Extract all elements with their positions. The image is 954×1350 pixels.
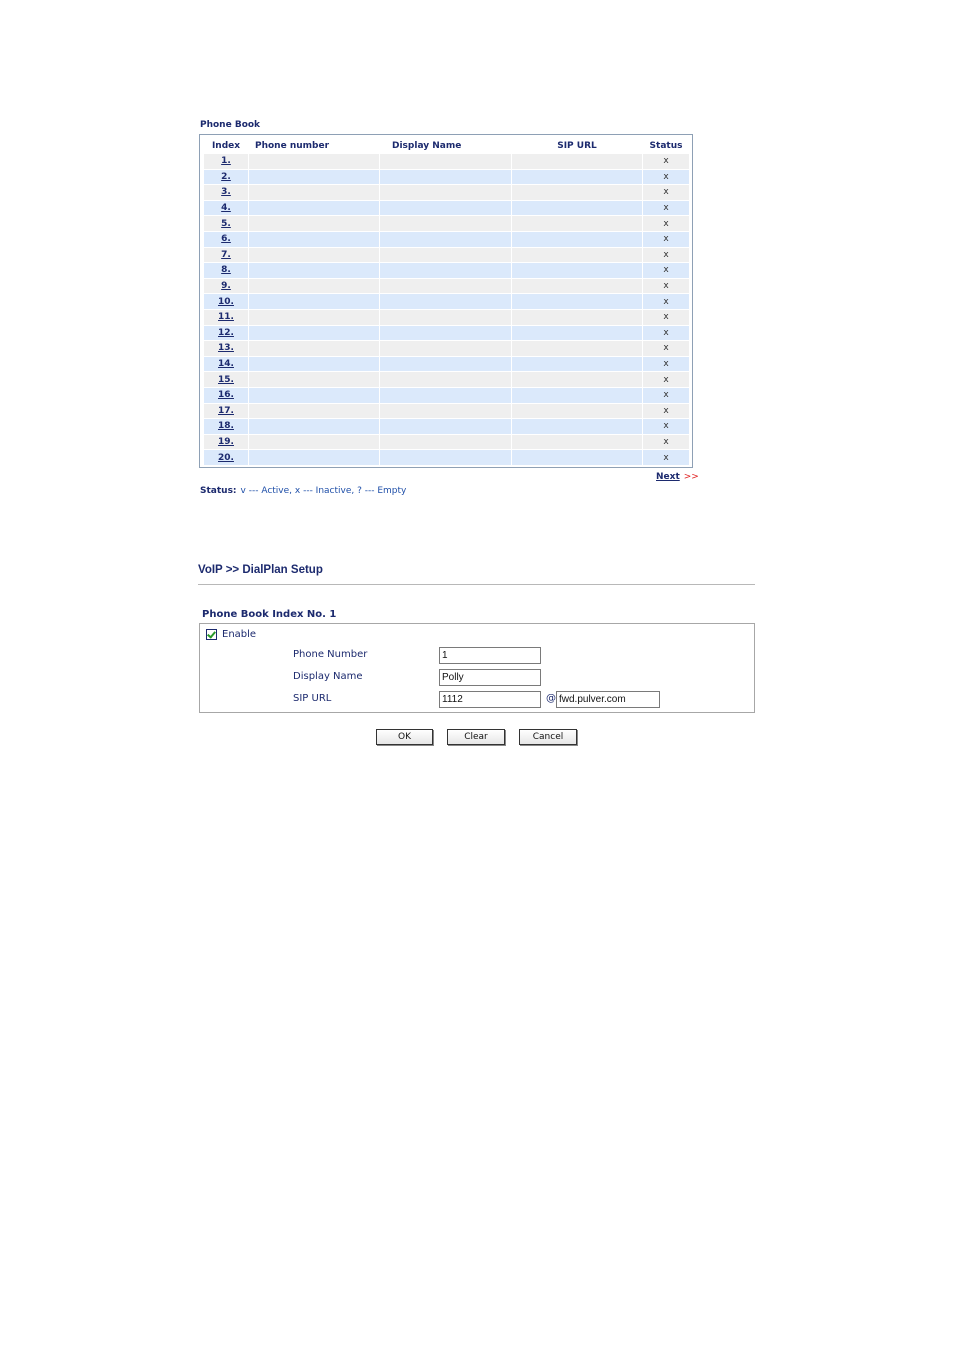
row-index-link[interactable]: 4. [221,203,231,214]
phone-number-cell [249,248,379,263]
phone-number-cell [249,310,379,325]
phone-number-cell [249,404,379,419]
row-status-cell: x [643,388,689,403]
table-row [204,326,689,341]
sip-url-input[interactable] [439,691,541,708]
display-name-cell [380,263,511,278]
status-legend [200,486,406,496]
table-row [204,263,689,278]
enable-label: Enable [222,629,257,640]
row-index-cell [204,419,248,434]
row-index-cell [204,326,248,341]
ok-button[interactable]: OK [376,729,433,745]
row-status-cell: x [643,216,689,231]
display-name-cell [380,404,511,419]
row-status-cell: x [643,232,689,247]
sip-url-cell [512,170,642,185]
row-index-cell [204,341,248,356]
enable-checkbox[interactable] [206,629,217,640]
phone-number-cell [249,185,379,200]
header-sip-url: SIP URL [512,139,642,153]
phone-number-cell [249,450,379,465]
sip-url-cell [512,450,642,465]
phone-number-cell [249,341,379,356]
status-legend-desc: v --- Active, x --- Inactive, ? --- Empty [240,486,407,496]
sip-url-cell [512,435,642,450]
display-name-cell [380,341,511,356]
row-index-link[interactable]: 17. [218,405,234,416]
row-status-cell: x [643,310,689,325]
sip-url-cell [512,372,642,387]
sip-url-cell [512,419,642,434]
row-status-cell: x [643,185,689,200]
phone-number-label: Phone Number [293,649,368,660]
table-row [204,419,689,434]
row-index-link[interactable]: 3. [221,187,231,198]
row-index-cell [204,248,248,263]
row-index-link[interactable]: 19. [218,436,234,447]
row-index-link[interactable]: 1. [221,156,231,167]
table-row [204,201,689,216]
display-name-cell [380,372,511,387]
row-status-cell: x [643,357,689,372]
row-status-cell: x [643,154,689,169]
phone-number-cell [249,232,379,247]
sip-url-cell [512,279,642,294]
at-sign: @ [546,693,556,704]
row-index-cell [204,279,248,294]
display-name-cell [380,450,511,465]
row-index-cell [204,372,248,387]
table-row [204,404,689,419]
table-row [204,279,689,294]
row-index-cell [204,294,248,309]
title-divider [198,584,755,585]
row-index-link[interactable]: 2. [221,171,231,182]
row-index-link[interactable]: 8. [221,265,231,276]
phonebook-table-container [199,134,693,468]
row-status-cell: x [643,419,689,434]
row-index-link[interactable]: 20. [218,452,234,463]
phone-number-cell [249,419,379,434]
row-index-link[interactable]: 6. [221,234,231,245]
row-index-cell [204,357,248,372]
display-name-cell [380,185,511,200]
header-phone-number: Phone number [249,139,379,153]
row-status-cell: x [643,450,689,465]
phone-number-cell [249,154,379,169]
table-row [204,388,689,403]
sip-url-cell [512,185,642,200]
display-name-label: Display Name [293,671,363,682]
sip-url-cell [512,294,642,309]
row-index-link[interactable]: 16. [218,390,234,401]
status-legend-label: Status: [200,486,237,496]
next-page[interactable] [656,472,699,482]
sip-domain-input[interactable] [556,691,660,708]
table-row [204,248,689,263]
page-title: VoIP >> DialPlan Setup [198,564,323,576]
row-status-cell: x [643,201,689,216]
row-index-link[interactable]: 13. [218,343,234,354]
sip-url-label: SIP URL [293,693,332,704]
table-row [204,216,689,231]
display-name-cell [380,388,511,403]
row-index-cell [204,185,248,200]
sip-url-cell [512,326,642,341]
phone-number-cell [249,201,379,216]
row-status-cell: x [643,372,689,387]
row-index-cell [204,404,248,419]
clear-button[interactable]: Clear [447,729,505,745]
table-row [204,372,689,387]
display-name-cell [380,435,511,450]
table-row [204,154,689,169]
row-index-link[interactable]: 15. [218,374,234,385]
row-index-cell [204,310,248,325]
header-index: Index [204,139,248,153]
table-row [204,310,689,325]
table-row [204,170,689,185]
row-index-link[interactable]: 14. [218,359,234,370]
row-status-cell: x [643,326,689,341]
sip-url-cell [512,341,642,356]
sip-url-cell [512,263,642,278]
phone-number-cell [249,216,379,231]
phone-number-cell [249,263,379,278]
row-status-cell: x [643,279,689,294]
sip-url-cell [512,201,642,216]
row-index-cell [204,154,248,169]
row-index-cell [204,388,248,403]
row-index-link[interactable]: 12. [218,327,234,338]
display-name-cell [380,170,511,185]
row-index-link[interactable]: 10. [218,296,234,307]
table-row [204,185,689,200]
display-name-cell [380,357,511,372]
phone-number-cell [249,435,379,450]
phone-number-cell [249,357,379,372]
display-name-cell [380,201,511,216]
header-display-name: Display Name [380,139,511,153]
display-name-input[interactable] [439,669,541,686]
row-index-link[interactable]: 5. [221,218,231,229]
row-status-cell: x [643,435,689,450]
form-title: Phone Book Index No. 1 [202,609,337,620]
table-row [204,435,689,450]
row-status-cell: x [643,294,689,309]
row-index-link[interactable]: 7. [221,249,231,260]
row-status-cell: x [643,263,689,278]
next-link[interactable]: Next [656,472,680,482]
sip-url-cell [512,404,642,419]
row-index-cell [204,232,248,247]
row-index-cell [204,435,248,450]
row-index-cell [204,201,248,216]
row-index-cell [204,263,248,278]
sip-url-cell [512,154,642,169]
sip-url-cell [512,248,642,263]
cancel-button[interactable]: Cancel [519,729,577,745]
sip-url-cell [512,310,642,325]
row-index-link[interactable]: 11. [218,312,234,323]
phone-number-cell [249,388,379,403]
display-name-cell [380,216,511,231]
phonebook-title: Phone Book [200,120,261,130]
table-row [204,341,689,356]
display-name-cell [380,279,511,294]
phone-number-cell [249,279,379,294]
row-index-cell [204,170,248,185]
display-name-cell [380,419,511,434]
display-name-cell [380,248,511,263]
row-index-cell [204,450,248,465]
row-status-cell: x [643,170,689,185]
row-index-cell [204,216,248,231]
header-status: Status [643,139,689,153]
row-status-cell: x [643,404,689,419]
sip-url-cell [512,232,642,247]
phone-number-cell [249,326,379,341]
table-row [204,357,689,372]
display-name-cell [380,326,511,341]
phonebook-table [203,138,690,466]
phonebook-header-row [204,139,689,153]
phonebook-rows [204,154,689,465]
table-row [204,232,689,247]
row-index-link[interactable]: 18. [218,421,234,432]
display-name-cell [380,294,511,309]
sip-url-cell [512,388,642,403]
row-status-cell: x [643,248,689,263]
display-name-cell [380,310,511,325]
phone-number-input[interactable] [439,647,541,664]
table-row [204,450,689,465]
phone-number-cell [249,372,379,387]
display-name-cell [380,154,511,169]
table-row [204,294,689,309]
phone-number-cell [249,170,379,185]
next-arrows: >> [683,472,699,482]
row-index-link[interactable]: 9. [221,281,231,292]
sip-url-cell [512,216,642,231]
enable-checkbox-row[interactable] [206,629,256,640]
display-name-cell [380,232,511,247]
sip-url-cell [512,357,642,372]
row-status-cell: x [643,341,689,356]
phone-number-cell [249,294,379,309]
